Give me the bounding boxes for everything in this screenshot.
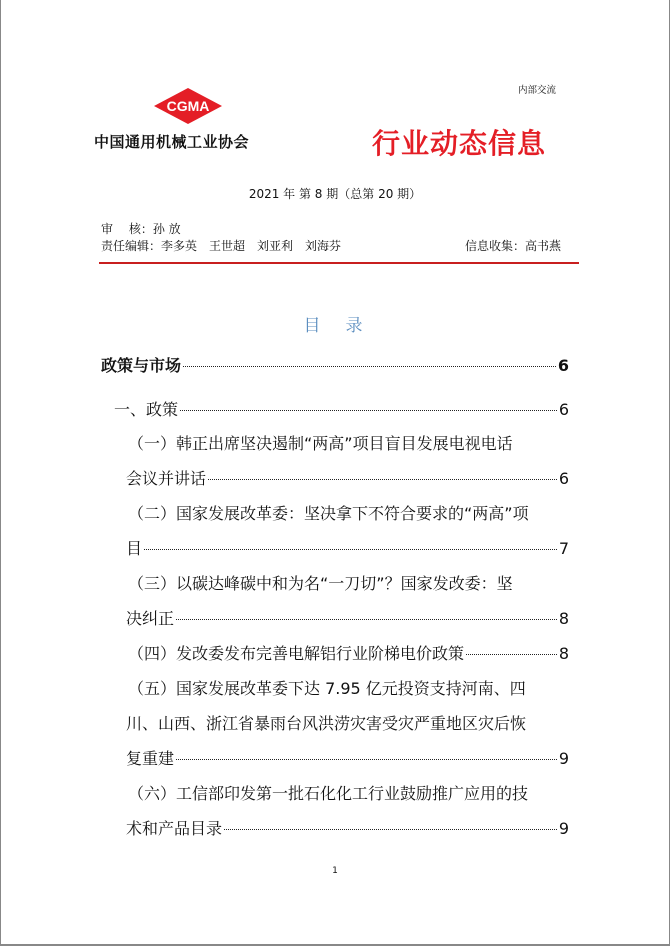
toc-item-text: （四）发改委发布完善电解铝行业阶梯电价政策 (128, 644, 465, 663)
toc-heading: 目 录 (303, 316, 367, 336)
toc-section[interactable] (101, 353, 569, 376)
toc-page-number: 6 (558, 469, 569, 488)
toc-item-text: 决纠正 (126, 609, 175, 628)
toc-item-text: 目 (126, 539, 143, 558)
toc-leader (144, 549, 557, 550)
toc-item-6-line[interactable]: （六）工信部印发第一批石化化工行业鼓励推广应用的技 (128, 784, 529, 803)
toc-subsection-title: 一、政策 (114, 400, 179, 419)
issue-line: 2021 年 第 8 期（总第 20 期） (248, 187, 422, 201)
toc-subsection[interactable] (114, 397, 569, 420)
toc-item-1-line[interactable]: （一）韩正出席坚决遏制“两高”项目盲目发展电视电话 (128, 434, 513, 453)
toc-page-number: 9 (558, 749, 569, 768)
toc-leader (176, 759, 557, 760)
toc-item-text: 术和产品目录 (126, 819, 223, 838)
toc-page-number: 8 (558, 609, 569, 628)
toc-page-number: 7 (558, 539, 569, 558)
toc-item-4[interactable] (128, 641, 569, 664)
toc-item-5[interactable] (126, 746, 569, 769)
reviewer-line: 审 核：孙 放 (101, 222, 181, 236)
toc-leader (183, 366, 556, 367)
toc-item-2[interactable] (126, 536, 569, 559)
toc-item-6[interactable] (126, 816, 569, 839)
toc-leader (466, 654, 557, 655)
toc-item-5-line[interactable]: （五）国家发展改革委下达 7.95 亿元投资支持河南、四 (128, 679, 526, 698)
toc-item-1[interactable] (126, 466, 569, 489)
header-rule (99, 262, 579, 264)
internal-label: 内部交流 (518, 85, 557, 96)
toc-item-5-line-2[interactable]: 川、山西、浙江省暴雨台风洪涝灾害受灾严重地区灾后恢 (126, 714, 527, 733)
page-number: 1 (332, 866, 338, 876)
toc-leader (224, 829, 557, 830)
editors-line: 责任编辑：李多英 王世超 刘亚利 刘海芬 (101, 239, 342, 253)
toc-section-title: 政策与市场 (101, 356, 182, 375)
toc-item-2-line[interactable]: （二）国家发展改革委：坚决拿下不符合要求的“两高”项 (128, 504, 529, 523)
toc-page-number: 6 (557, 356, 569, 375)
toc-page-number: 9 (558, 819, 569, 838)
logo-text: CGMA (166, 98, 210, 114)
collector-line: 信息收集：高书燕 (465, 239, 562, 253)
toc-leader (176, 619, 557, 620)
toc-leader (180, 410, 557, 411)
bulletin-title: 行业动态信息 (372, 127, 547, 160)
org-name: 中国通用机械工业协会 (94, 133, 250, 151)
toc-item-3[interactable] (126, 606, 569, 629)
toc-leader (208, 479, 557, 480)
toc-page-number: 6 (558, 400, 569, 419)
toc-item-text: 复重建 (126, 749, 175, 768)
page-frame-left (0, 0, 1, 946)
toc-page-number: 8 (558, 644, 569, 663)
toc-item-text: 会议并讲话 (126, 469, 207, 488)
cgma-logo (153, 87, 223, 125)
toc-item-3-line[interactable]: （三）以碳达峰碳中和为名“一刀切”？国家发改委：坚 (128, 574, 513, 593)
